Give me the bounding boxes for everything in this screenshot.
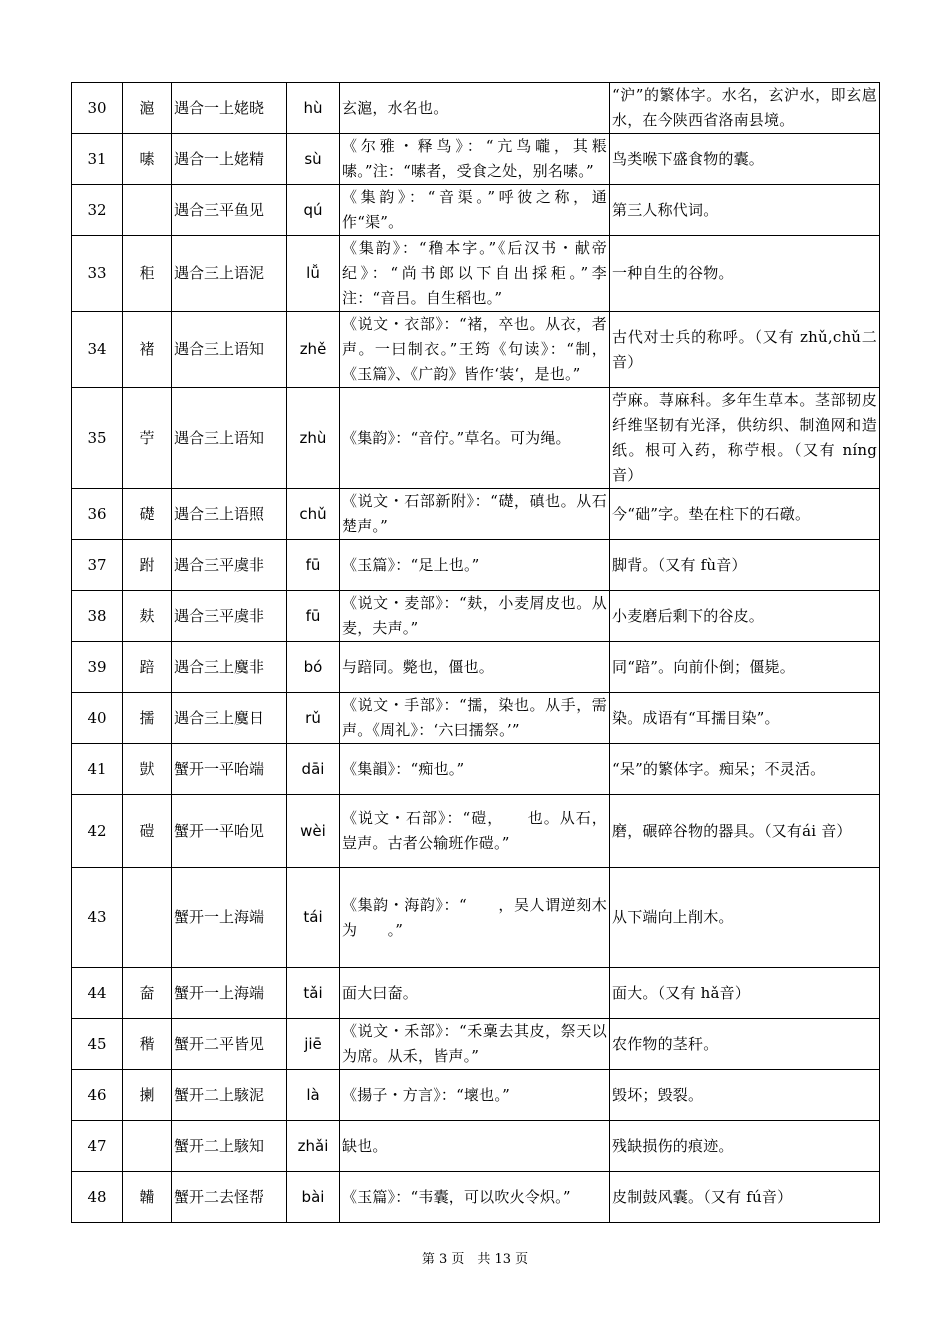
table-row — [72, 134, 880, 185]
entry-character: 秬 — [123, 236, 172, 312]
pinyin: fū — [287, 591, 340, 642]
source-citation: 面大曰奤。 — [340, 968, 610, 1019]
entry-character: 踣 — [123, 642, 172, 693]
entry-number: 45 — [72, 1019, 123, 1070]
phonological-position: 遇合三上语泥 — [172, 236, 287, 312]
phonological-position: 遇合三平虞非 — [172, 540, 287, 591]
entry-number: 35 — [72, 388, 123, 489]
entry-number: 42 — [72, 795, 123, 868]
entry-character: 滬 — [123, 83, 172, 134]
table-row — [72, 312, 880, 388]
pinyin: bó — [287, 642, 340, 693]
entry-number: 33 — [72, 236, 123, 312]
meaning: 面大。（又有 hǎ音） — [610, 968, 880, 1019]
entry-number: 43 — [72, 868, 123, 968]
entry-character: 褚 — [123, 312, 172, 388]
pinyin: tǎi — [287, 968, 340, 1019]
source-citation: 《说文・石部新附》：“礎，磌也。从石楚声。” — [340, 489, 610, 540]
pinyin: zhù — [287, 388, 340, 489]
pinyin: fū — [287, 540, 340, 591]
table-row — [72, 388, 880, 489]
meaning: 脚背。（又有 fù音） — [610, 540, 880, 591]
page-footer: 第 3 页 共 13 页 — [421, 1252, 529, 1267]
phonological-position: 遇合三上语照 — [172, 489, 287, 540]
meaning: 苧麻。荨麻科。多年生草本。茎部韧皮纤维坚韧有光泽，供纺织、制渔网和造纸。根可入药，称苧根。（又有 níng 音） — [610, 388, 880, 489]
source-citation: 玄滬，水名也。 — [340, 83, 610, 134]
table-row — [72, 1070, 880, 1121]
entry-number: 32 — [72, 185, 123, 236]
meaning: 毁坏；毁裂。 — [610, 1070, 880, 1121]
entry-number: 44 — [72, 968, 123, 1019]
entry-character: 奤 — [123, 968, 172, 1019]
table-row — [72, 642, 880, 693]
phonological-position: 遇合三上语知 — [172, 312, 287, 388]
source-citation: 《揚子・方言》：“壞也。” — [340, 1070, 610, 1121]
entry-number: 38 — [72, 591, 123, 642]
phonological-position: 遇合三上麌非 — [172, 642, 287, 693]
entry-character: 苧 — [123, 388, 172, 489]
source-citation: 《集韵・海韵》：“ ，吴人谓逆刻木为 。” — [340, 868, 610, 968]
meaning: 农作物的茎秆。 — [610, 1019, 880, 1070]
entry-number: 41 — [72, 744, 123, 795]
table-row — [72, 591, 880, 642]
pinyin: hù — [287, 83, 340, 134]
table-row — [72, 795, 880, 868]
phonological-position: 遇合三平虞非 — [172, 591, 287, 642]
entry-number: 36 — [72, 489, 123, 540]
entry-character: 揦 — [123, 1070, 172, 1121]
phonological-position: 蟹开一上海端 — [172, 968, 287, 1019]
phonological-position: 蟹开二平皆见 — [172, 1019, 287, 1070]
phonological-position: 蟹开二去怪帮 — [172, 1172, 287, 1223]
phonological-position: 蟹开一上海端 — [172, 868, 287, 968]
source-citation: 《集韵》：“穞本字。”《后汉书・献帝纪》：“尚书郎以下自出採秬。”李注：“音吕。自生稻也。” — [340, 236, 610, 312]
table-row — [72, 744, 880, 795]
pinyin: zhǎi — [287, 1121, 340, 1172]
pinyin: wèi — [287, 795, 340, 868]
table-row — [72, 693, 880, 744]
entry-character — [123, 1121, 172, 1172]
entry-number: 47 — [72, 1121, 123, 1172]
source-citation: 《说文・禾部》：“禾稾去其皮，祭天以为席。从禾，皆声。” — [340, 1019, 610, 1070]
entry-character: 擩 — [123, 693, 172, 744]
source-citation: 《说文・麦部》：“麸，小麦屑皮也。从麦，夫声。” — [340, 591, 610, 642]
meaning: “呆”的繁体字。痴呆；不灵活。 — [610, 744, 880, 795]
table-row — [72, 540, 880, 591]
entry-number: 37 — [72, 540, 123, 591]
table-body — [72, 83, 880, 1223]
meaning: 从下端向上削木。 — [610, 868, 880, 968]
source-citation: 《说文・衣部》：“褚，卒也。从衣，者声。一曰制衣。”王筠《句读》：“制，《玉篇》、《广韵》皆作‘装‘，是也。” — [340, 312, 610, 388]
entry-character — [123, 185, 172, 236]
meaning: 同“踣”。向前仆倒；僵毙。 — [610, 642, 880, 693]
phonological-position: 遇合三上语知 — [172, 388, 287, 489]
entry-character: 磑 — [123, 795, 172, 868]
entry-character: 麸 — [123, 591, 172, 642]
meaning: 小麦磨后剩下的谷皮。 — [610, 591, 880, 642]
pinyin: tái — [287, 868, 340, 968]
phonological-position: 遇合三平鱼见 — [172, 185, 287, 236]
meaning: 残缺损伤的痕迹。 — [610, 1121, 880, 1172]
entry-number: 48 — [72, 1172, 123, 1223]
meaning: 染。成语有“耳擩目染”。 — [610, 693, 880, 744]
meaning: 一种自生的谷物。 — [610, 236, 880, 312]
entry-character: 稭 — [123, 1019, 172, 1070]
pinyin: qú — [287, 185, 340, 236]
pinyin: dāi — [287, 744, 340, 795]
phonological-position: 蟹开一平咍见 — [172, 795, 287, 868]
entry-number: 46 — [72, 1070, 123, 1121]
table-row — [72, 83, 880, 134]
entry-character: 跗 — [123, 540, 172, 591]
source-citation: 《集韵》：“音渠。”呼彼之称，通作“渠”。 — [340, 185, 610, 236]
meaning: 古代对士兵的称呼。（又有 zhǔ,chǔ二音） — [610, 312, 880, 388]
pinyin: chǔ — [287, 489, 340, 540]
phonological-position: 蟹开二上駭泥 — [172, 1070, 287, 1121]
entry-character: 嗉 — [123, 134, 172, 185]
entry-number: 34 — [72, 312, 123, 388]
entry-number: 39 — [72, 642, 123, 693]
meaning: 第三人称代词。 — [610, 185, 880, 236]
source-citation: 《玉篇》：“韦囊，可以吹火令炽。” — [340, 1172, 610, 1223]
meaning: 鸟类喉下盛食物的囊。 — [610, 134, 880, 185]
pinyin: rǔ — [287, 693, 340, 744]
meaning: 磨，碾碎谷物的器具。（又有ái 音） — [610, 795, 880, 868]
source-citation: 与踣同。斃也，僵也。 — [340, 642, 610, 693]
source-citation: 缺也。 — [340, 1121, 610, 1172]
source-citation: 《说文・手部》：“擩，染也。从手，需声。《周礼》：‘六曰擩祭。’” — [340, 693, 610, 744]
table-row — [72, 1121, 880, 1172]
entry-character: 礎 — [123, 489, 172, 540]
phonological-position: 蟹开二上駭知 — [172, 1121, 287, 1172]
phonological-position: 遇合三上麌日 — [172, 693, 287, 744]
table-row — [72, 489, 880, 540]
source-citation: 《尔雅・释鸟》：“亢鸟嚨，其粻嗉。”注：“嗉者，受食之处，别名嗉。” — [340, 134, 610, 185]
phonological-position: 遇合一上姥精 — [172, 134, 287, 185]
table-row — [72, 868, 880, 968]
entry-number: 30 — [72, 83, 123, 134]
table-row — [72, 185, 880, 236]
meaning: 今“础”字。垫在柱下的石礅。 — [610, 489, 880, 540]
meaning: 皮制鼓风囊。（又有 fú音） — [610, 1172, 880, 1223]
pinyin: jiē — [287, 1019, 340, 1070]
phonological-position: 蟹开一平咍端 — [172, 744, 287, 795]
table-row — [72, 236, 880, 312]
entry-number: 31 — [72, 134, 123, 185]
source-citation: 《集韻》：“痴也。” — [340, 744, 610, 795]
dictionary-table — [71, 82, 880, 1223]
pinyin: lǚ — [287, 236, 340, 312]
table-row — [72, 1172, 880, 1223]
entry-number: 40 — [72, 693, 123, 744]
entry-character: 獃 — [123, 744, 172, 795]
meaning: “沪”的繁体字。水名，玄沪水，即玄扈水，在今陕西省洛南县境。 — [610, 83, 880, 134]
source-citation: 《玉篇》：“足上也。” — [340, 540, 610, 591]
pinyin: là — [287, 1070, 340, 1121]
pinyin: bài — [287, 1172, 340, 1223]
pinyin: sù — [287, 134, 340, 185]
table-row — [72, 1019, 880, 1070]
entry-character — [123, 868, 172, 968]
source-citation: 《说文・石部》：“磑， 也。从石，豈声。古者公输班作磑。” — [340, 795, 610, 868]
table-row — [72, 968, 880, 1019]
entry-character: 韛 — [123, 1172, 172, 1223]
pinyin: zhě — [287, 312, 340, 388]
phonological-position: 遇合一上姥晓 — [172, 83, 287, 134]
source-citation: 《集韵》：“音佇。”草名。可为绳。 — [340, 388, 610, 489]
